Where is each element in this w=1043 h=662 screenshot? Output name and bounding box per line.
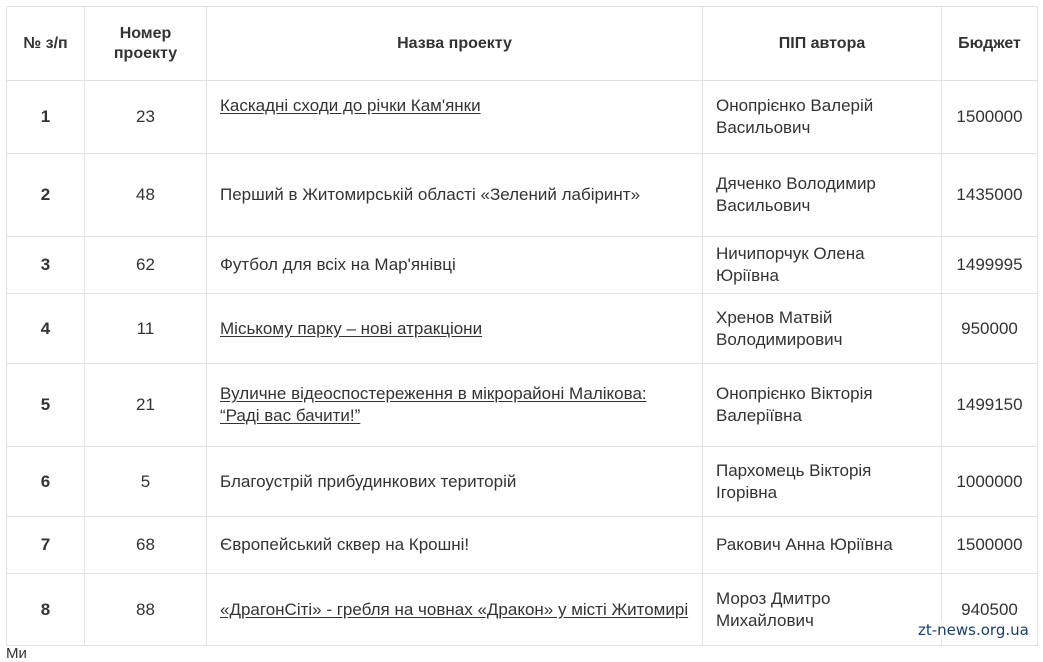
table-header-row	[7, 7, 1038, 81]
cell-project-id: 88	[85, 574, 207, 646]
cell-author: Онопрієнко Вікторія Валеріївна	[703, 364, 942, 447]
cell-budget: 1500000	[942, 81, 1038, 154]
cell-author: Мороз Дмитро Михайлович	[703, 574, 942, 646]
project-name: Благоустрій прибудинкових територій	[220, 471, 517, 491]
table-row	[7, 237, 1038, 294]
project-link[interactable]: Міському парку – нові атракціони	[220, 318, 483, 338]
cell-author: Ничипорчук Олена Юріївна	[703, 237, 942, 294]
cell-author: Ракович Анна Юріївна	[703, 517, 942, 574]
cell-author: Хренов Матвій Володимирович	[703, 294, 942, 364]
cell-name	[207, 364, 703, 447]
cell-name	[207, 237, 703, 294]
header-budget: Бюджет	[942, 7, 1038, 81]
table-row	[7, 81, 1038, 154]
cell-budget: 950000	[942, 294, 1038, 364]
project-name: Перший в Житомирській області «Зелений лабіринт»	[220, 185, 641, 204]
cell-name	[207, 517, 703, 574]
site-watermark: zt-news.org.ua	[918, 621, 1029, 639]
table-row	[7, 294, 1038, 364]
cell-num: 1	[7, 81, 85, 154]
header-project-id	[85, 7, 207, 81]
header-name: Назва проекту	[207, 7, 703, 81]
project-name: Футбол для всіх на Мар'янівці	[220, 255, 456, 274]
table-row	[7, 154, 1038, 237]
cell-num: 5	[7, 364, 85, 447]
project-name: Європейський сквер на Крошні!	[220, 535, 470, 554]
table-row	[7, 447, 1038, 517]
cell-project-id: 68	[85, 517, 207, 574]
cell-num: 7	[7, 517, 85, 574]
cell-author: Дяченко Володимир Васильович	[703, 154, 942, 237]
header-author: ПІП автора	[703, 7, 942, 81]
cell-budget: 1000000	[942, 447, 1038, 517]
cell-budget: 1500000	[942, 517, 1038, 574]
cell-name	[207, 574, 703, 646]
table-row	[7, 574, 1038, 646]
truncated-paragraph: Ми	[6, 645, 27, 662]
cell-name	[207, 294, 703, 364]
cell-budget: 940500	[942, 574, 1038, 646]
cell-project-id: 21	[85, 364, 207, 447]
cell-budget: 1499150	[942, 364, 1038, 447]
cell-name	[207, 447, 703, 517]
header-num: № з/п	[7, 7, 85, 81]
cell-project-id: 11	[85, 294, 207, 364]
projects-table	[6, 6, 1038, 646]
project-link[interactable]: «ДрагонСіті» - гребля на човнах «Дракон» у місті Житомирі	[220, 599, 689, 619]
cell-budget: 1435000	[942, 154, 1038, 237]
cell-name	[207, 154, 703, 237]
cell-num: 8	[7, 574, 85, 646]
cell-author: Онопрієнко Валерій Васильович	[703, 81, 942, 154]
cell-author: Пархомець Вікторія Ігорівна	[703, 447, 942, 517]
cell-project-id: 62	[85, 237, 207, 294]
cell-num: 4	[7, 294, 85, 364]
cell-name	[207, 81, 703, 154]
table-row	[7, 364, 1038, 447]
cell-project-id: 5	[85, 447, 207, 517]
cell-project-id: 48	[85, 154, 207, 237]
table-row	[7, 517, 1038, 574]
cell-project-id: 23	[85, 81, 207, 154]
header-project-id-label: Номер проекту	[113, 24, 178, 62]
project-link[interactable]: Каскадні сходи до річки Кам'янки	[220, 96, 481, 115]
project-link[interactable]: Вуличне відеоспостереження в мікрорайоні Малікова: “Раді вас бачити!”	[220, 384, 647, 425]
cell-num: 2	[7, 154, 85, 237]
cell-budget: 1499995	[942, 237, 1038, 294]
cell-num: 6	[7, 447, 85, 517]
cell-num: 3	[7, 237, 85, 294]
